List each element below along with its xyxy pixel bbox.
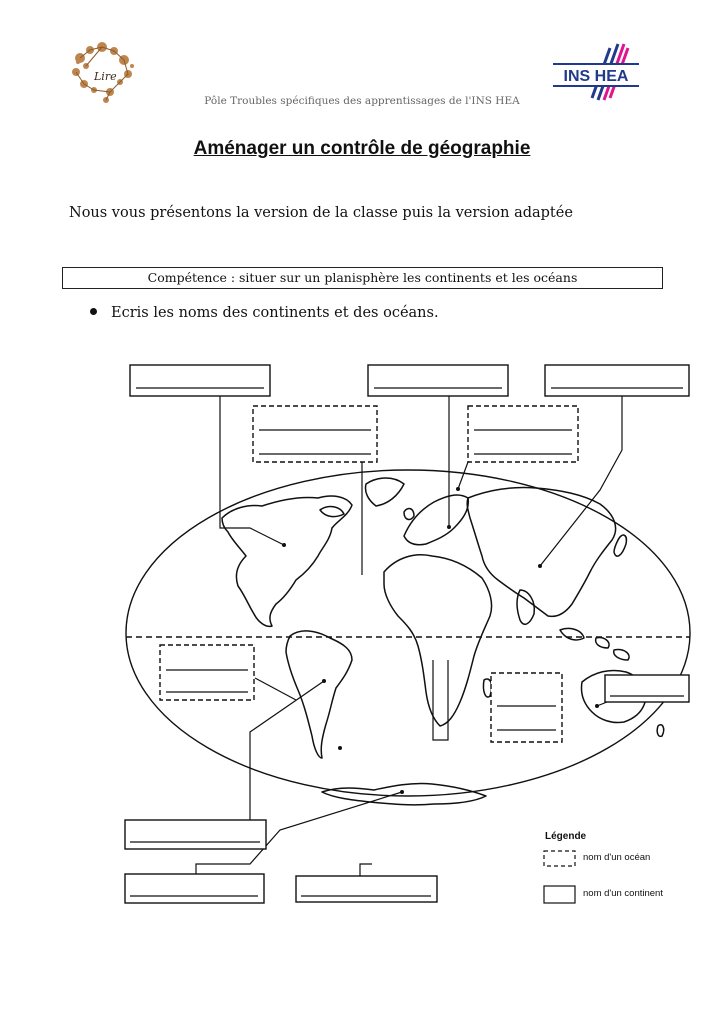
legend-ocean-label: nom d'un océan xyxy=(583,852,651,863)
label-box-south-america xyxy=(125,820,266,849)
intro-text: Nous vous présentons la version de la classe puis la version adaptée xyxy=(69,205,573,221)
label-box-australia xyxy=(605,675,689,702)
label-box-indian-ocean xyxy=(491,673,562,742)
africa-outline xyxy=(384,555,492,726)
legend-continent-symbol xyxy=(544,886,575,903)
north-america-outline xyxy=(222,496,352,626)
greenland-outline xyxy=(365,478,404,506)
label-box-africa xyxy=(296,876,437,902)
legend-title: Légende xyxy=(545,831,587,842)
label-box-antarctica xyxy=(125,874,264,903)
label-box-europe xyxy=(368,365,508,396)
legend-ocean-symbol xyxy=(544,851,575,866)
institution-header: Pôle Troubles spécifiques des apprentissages de l'INS HEA xyxy=(204,95,520,107)
antarctica-outline xyxy=(322,783,486,804)
logo-lire-text: Lire xyxy=(94,70,117,83)
competence-box: Compétence : situer sur un planisphère les continents et les océans xyxy=(62,267,663,289)
label-box-north-america xyxy=(130,365,270,396)
label-box-asia xyxy=(545,365,689,396)
instruction-text: Ecris les noms des continents et des océans. xyxy=(111,305,439,321)
legend-continent-label: nom d'un continent xyxy=(583,888,663,899)
south-america-outline xyxy=(286,631,352,758)
asia-outline xyxy=(467,487,615,616)
page-title: Aménager un contrôle de géographie xyxy=(193,138,531,159)
europe-outline xyxy=(404,495,468,545)
ins-hea-logo-text: INS HEA xyxy=(563,68,629,85)
